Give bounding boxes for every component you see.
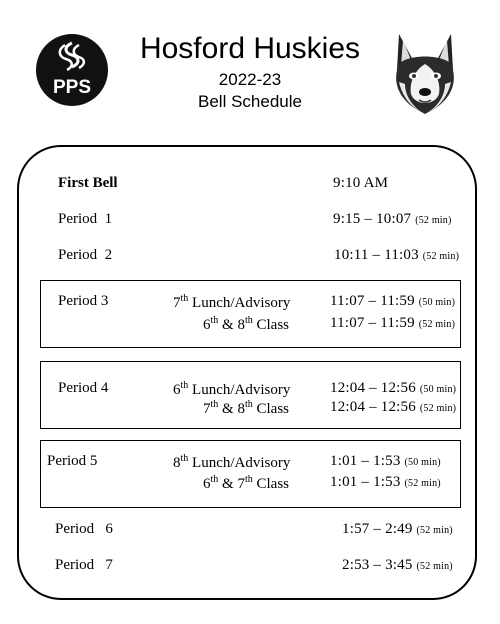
period-3-row-1-group: 7th Lunch/Advisory <box>173 293 291 311</box>
period-5-row-2-time: 1:01 – 1:53 (52 min) <box>330 474 441 490</box>
period-5-row-1-time: 1:01 – 1:53 (50 min) <box>330 453 441 469</box>
period-5-row-2-group: 6th & 7th Class <box>203 474 289 492</box>
first-bell-time: 9:10 AM <box>333 175 389 191</box>
period-4-label: Period 4 <box>58 380 109 396</box>
school-name: Hosford Huskies <box>139 32 361 65</box>
period-1-label: Period 1 <box>58 211 113 227</box>
husky-mascot-icon <box>385 30 465 118</box>
period-3-box <box>40 280 461 348</box>
first-bell-label: First Bell <box>58 175 118 191</box>
period-5-label: Period 5 <box>47 453 98 469</box>
period-1-time: 9:15 – 10:07 (52 min) <box>333 211 452 227</box>
period-2-label: Period 2 <box>58 247 113 263</box>
period-5-row-1-group: 8th Lunch/Advisory <box>173 453 291 471</box>
schedule-title: Bell Schedule <box>198 92 302 111</box>
period-3-row-1-time: 11:07 – 11:59 (50 min) <box>330 293 456 309</box>
period-4-row-2-time: 12:04 – 12:56 (52 min) <box>330 399 457 415</box>
pps-logo-text: PPS <box>52 77 92 98</box>
period-6-label: Period 6 <box>55 521 113 537</box>
period-4-row-2-group: 7th & 8th Class <box>203 399 289 417</box>
period-7-time: 2:53 – 3:45 (52 min) <box>342 557 453 573</box>
school-year: 2022-23 <box>218 70 282 89</box>
period-4-row-1-group: 6th Lunch/Advisory <box>173 380 291 398</box>
period-3-row-2-group: 6th & 8th Class <box>203 315 289 333</box>
period-4-row-1-time: 12:04 – 12:56 (50 min) <box>330 380 457 396</box>
period-6-time: 1:57 – 2:49 (52 min) <box>342 521 453 537</box>
period-3-label: Period 3 <box>58 293 109 309</box>
period-7-label: Period 7 <box>55 557 113 573</box>
period-2-time: 10:11 – 11:03 (52 min) <box>334 247 460 263</box>
period-3-row-2-time: 11:07 – 11:59 (52 min) <box>330 315 456 331</box>
